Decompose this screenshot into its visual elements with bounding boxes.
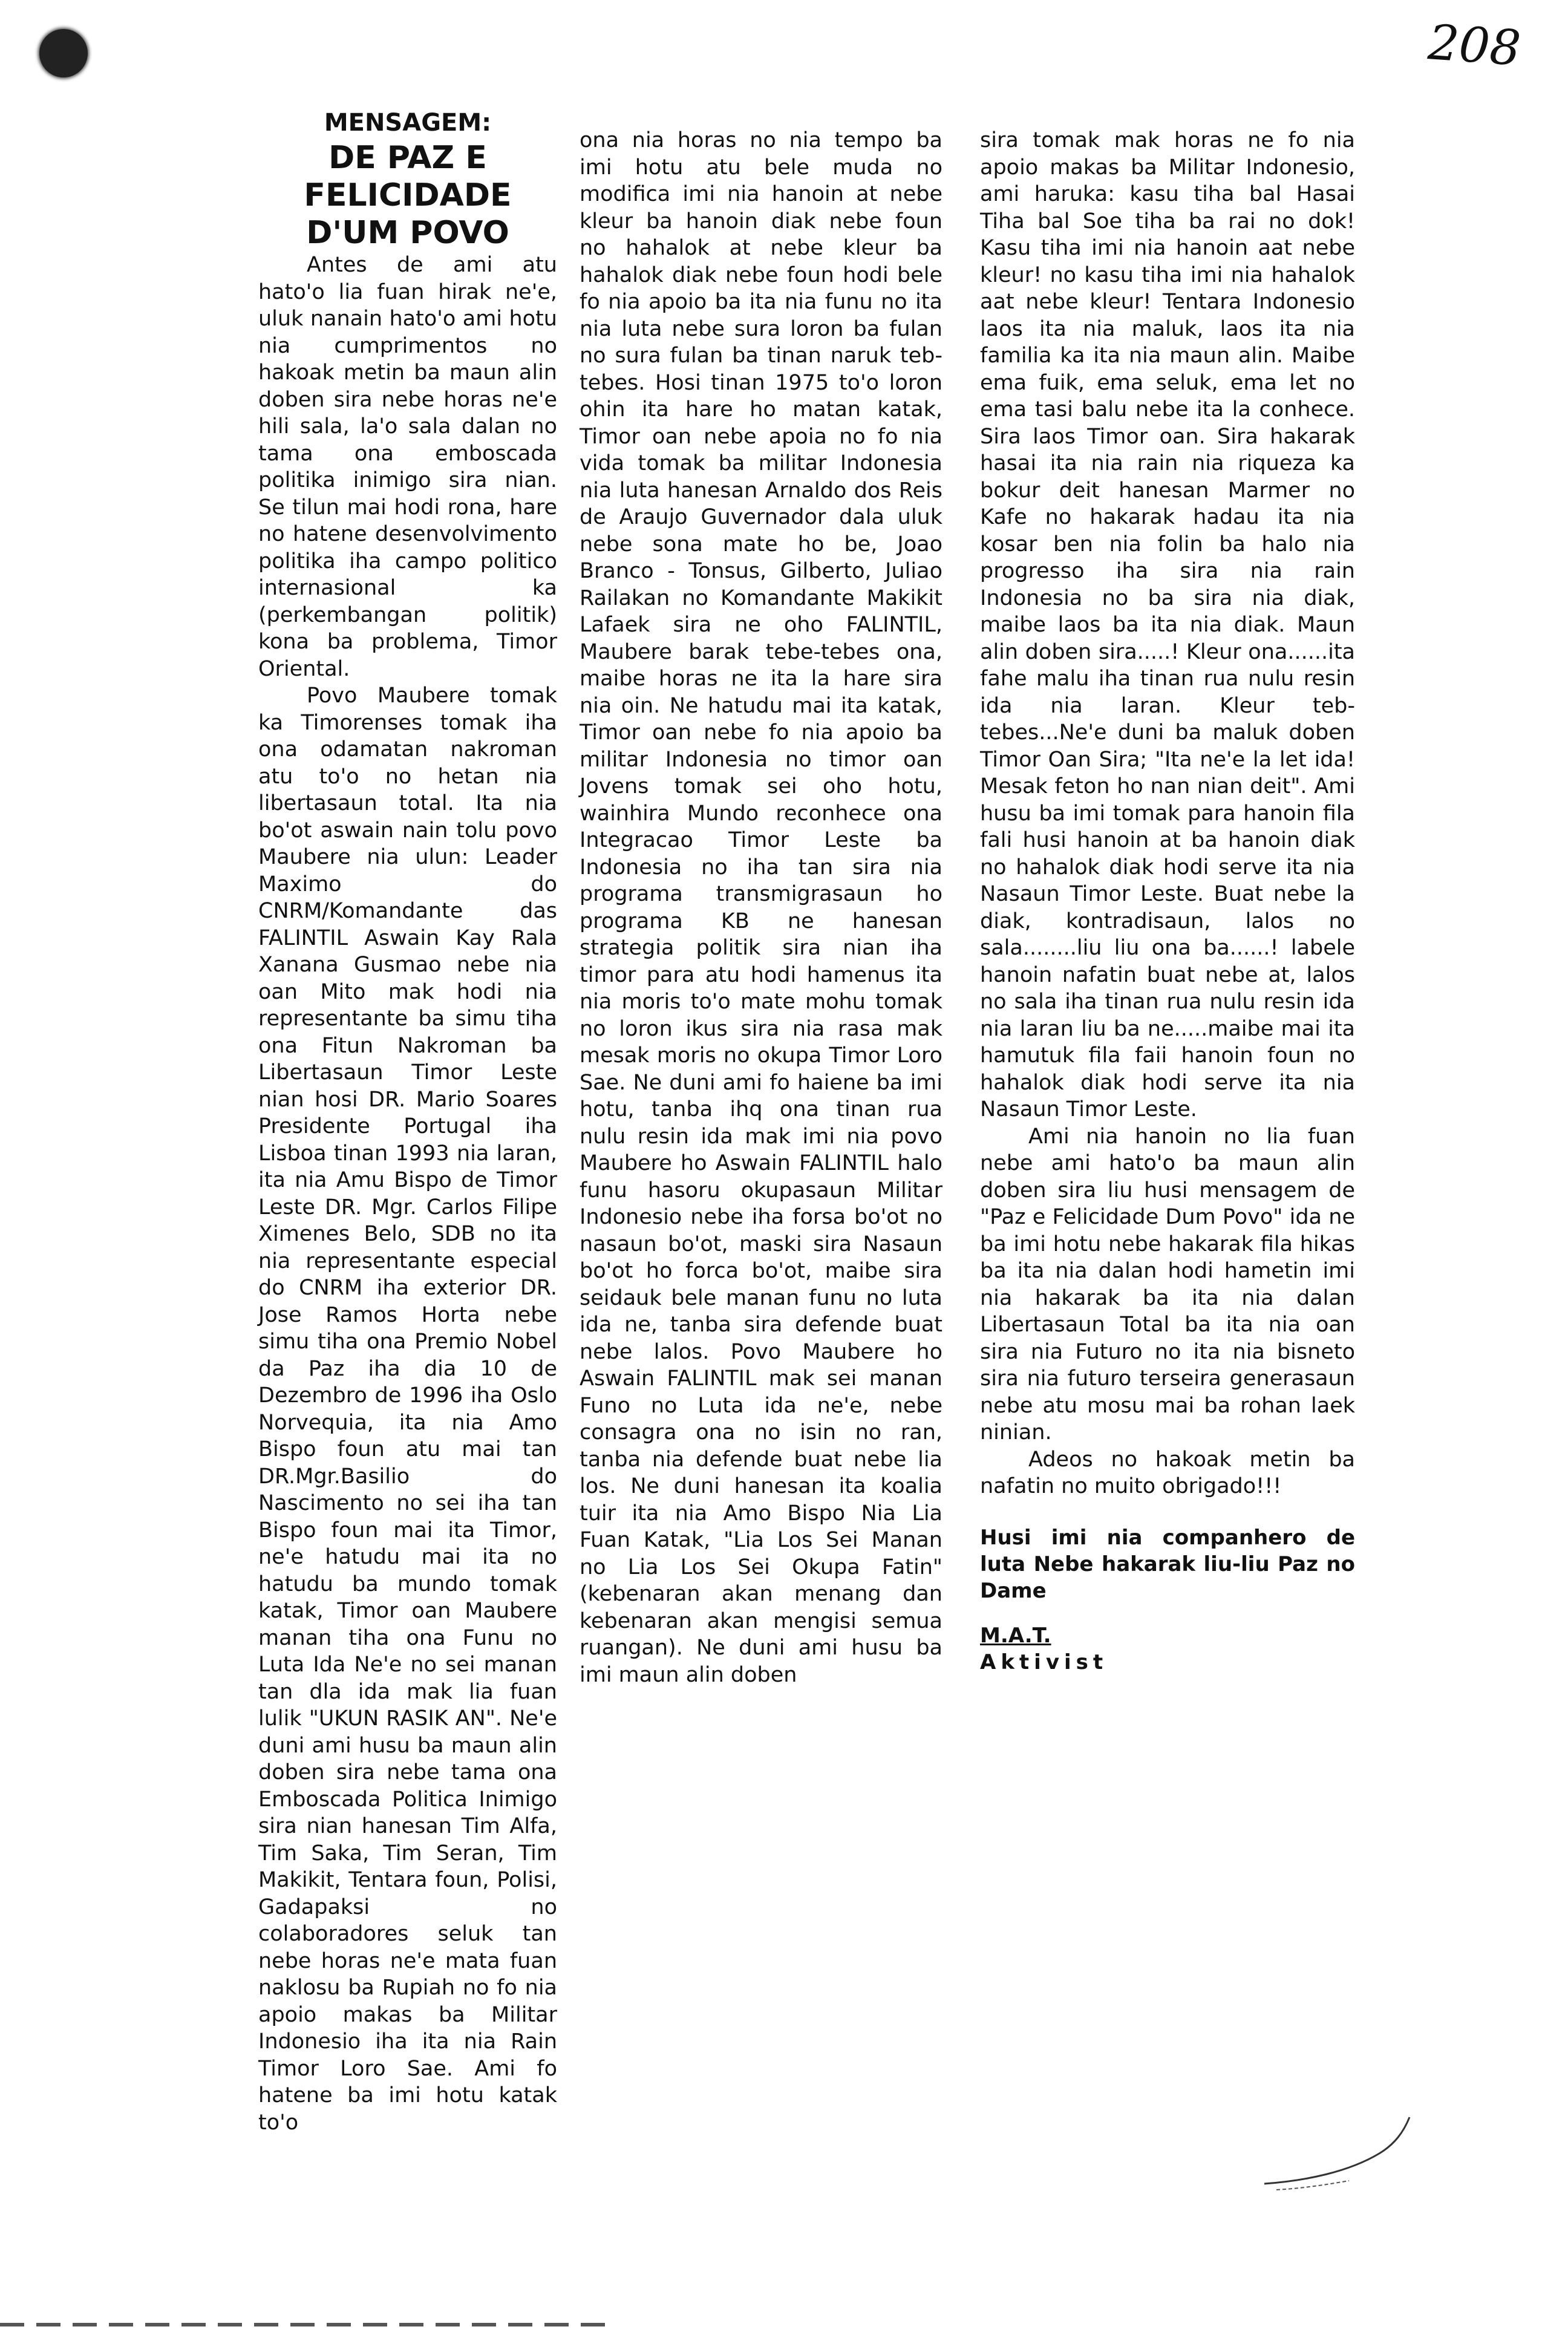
punch-hole-mark <box>39 29 88 77</box>
article-label: MENSAGEM: <box>324 109 492 137</box>
signature-name: M.A.T. <box>980 1623 1051 1648</box>
paragraph: sira tomak mak horas ne fo nia apoio makas ba Militar Indonesio, ami haruka: kasu tiha bal Hasai Tiha bal Soe tiha ba rai no dok! Kasu tiha imi nia hanoin aat nebe kleur! no kasu tiha imi nia hahalok aat nebe kleur! Tentara Indonesio laos ita nia maluk, laos ita nia familia ka ita nia maun alin. Maibe ema fuik, ema seluk, ema let no ema tasi balu nebe ita la conhece. Sira laos Timor oan. Sira hakarak hasai ita nia rain nia riqueza ka bokur deit hanesan Marmer no Kafe no hakarak hadau ita nia kosar ben nia folin ba halo nia progresso iha sira nia rain Indonesia no ba sira nia diak, maibe laos ba ita nia diak. Maun alin doben sira.....! Kleur ona......ita fahe malu iha tinan rua nulu resin ida nia laran. Kleur teb-tebes...Ne'e duni ba maluk doben Timor Oan Sira; "Ita ne'e la let ida! Mesak feton ho nan nian deit". Ami husu ba imi tomak para hanoin fila fali husi hanoin at ba hanoin diak no hahalok diak hodi serve ita nia Nasaun Timor Leste. Buat nebe la diak, kontradisaun, lalos no sala........liu liu ona ba......! labele hanoin nafatin buat nebe at, lalos no sala iha tinan rua nulu resin ida nia laran liu ba ne.....maibe mai ita hamutuk fila faii hanoin foun no hahalok diak hodi serve ita nia Nasaun Timor Leste. <box>980 128 1355 1122</box>
article-title: DE PAZ E FELICIDADE D'UM POVO <box>304 140 512 251</box>
paragraph: ona nia horas no nia tempo ba imi hotu atu bele muda no modifica imi nia hanoin at nebe kleur ba hanoin diak nebe foun no hahalok at nebe kleur ba hahalok diak nebe foun hodi bele fo nia apoio ba ita nia funu no ita nia luta nebe sura loron ba fulan no sura fulan ba tinan naruk teb-tebes. Hosi tinan 1975 to'o loron ohin ita hare ho matan katak, Timor oan nebe apoia no fo nia vida tomak ba militar Indonesia nia luta hanesan Arnaldo dos Reis de Araujo Guvernador dala uluk nebe sona mate ho be, Joao Branco - Tonsus, Gilberto, Juliao Railakan no Komandante Makikit Lafaek sira ne oho FALINTIL, Maubere barak tebe-tebes ona, maibe horas ne ita la hare sira nia oin. Ne hatudu mai ita katak, Timor oan nebe fo nia apoio ba militar Indonesia no timor oan Jovens tomak sei oho hotu, wainhira Mundo reconhece ona Integracao Timor Leste ba Indonesia no iha tan sira nia programa transmigrasaun ho programa KB ne hanesan strategia politik sira nian iha timor para atu hodi hamenus ita nia moris to'o mate mohu tomak no loron ikus sira nia rasa mak mesak moris no okupa Timor Loro Sae. Ne duni ami fo haiene ba imi hotu, tanba ihq ona tinan rua nulu resin ida mak imi nia povo Maubere ho Aswain FALINTIL halo funu hasoru okupasaun Militar Indonesio nebe iha forsa bo'ot no nasaun bo'ot, maski sira Nasaun bo'ot ho forca bo'ot, maibe sira seidauk bele manan funu no luta ida ne, tanba sira defende buat nebe lalos. Povo Maubere ho Aswain FALINTIL mak sei manan Funo no Luta ida ne'e, nebe consagra ona no isin no ran, tanba nia defende buat nebe lia los. Ne duni hanesan ita koalia tuir ita nia Amo Bispo Nia Lia Fuan Katak, "Lia Los Sei Manan no Lia Los Sei Okupa Fatin" (kebenaran akan menang dan kebenaran akan mengisi semua ruangan). Ne duni ami husu ba imi maun alin doben <box>580 128 942 1687</box>
pen-scribble <box>1258 2093 1416 2202</box>
article-column-2 <box>580 127 942 1857</box>
paragraph: Adeos no hakoak metin ba nafatin no muito obrigado!!! <box>980 1447 1355 1498</box>
signature-line: Husi imi nia companhero de luta Nebe hakarak liu-liu Paz no Dame <box>980 1525 1355 1603</box>
bottom-edge-scan-line <box>0 2323 605 2326</box>
page-number: 208 <box>1426 14 1523 77</box>
paragraph: Ami nia hanoin no lia fuan nebe ami hato'o ba maun alin doben sira liu husi mensagem de "Paz e Felicidade Dum Povo" ida ne ba imi hotu nebe hakarak fila hikas ba ita nia dalan hodi hametin imi nia hakarak ba ita nia dalan Libertasaun Total ba ita nia oan sira nia Futuro no ita nia bisneto sira nia futuro terseira generasaun nebe atu mosu mai ba rohan laek ninian. <box>980 1124 1355 1445</box>
signature-role: Aktivist <box>980 1650 1108 1674</box>
paragraph: Antes de ami atu hato'o lia fuan hirak ne'e, uluk nanain hato'o ami hotu nia cumprimentos no hakoak metin ba maun alin doben sira nebe horas ne'e hili sala, la'o sala dalan no tama ona emboscada politika inimigo sira nian. Se tilun mai hodi rona, hare no hatene desenvolvimento politika iha campo politico internasional ka (perkembangan politik) kona ba problema, Timor Oriental. <box>258 253 557 681</box>
paragraph: Povo Maubere tomak ka Timorenses tomak iha ona odamatan nakroman atu to'o no hetan nia libertasaun total. Ita nia bo'ot aswain nain tolu povo Maubere nia ulun: Leader Maximo do CNRM/Komandante das FALINTIL Aswain Kay Rala Xanana Gusmao nebe nia oan Mito mak hodi nia representante ba simu tiha ona Fitun Nakroman ba Libertasaun Timor Leste nian hosi DR. Mario Soares Presidente Portugal iha Lisboa tinan 1993 nia laran, ita nia Amu Bispo de Timor Leste DR. Mgr. Carlos Filipe Ximenes Belo, SDB no ita nia representante especial do CNRM iha exterior DR. Jose Ramos Horta nebe simu tiha ona Premio Nobel da Paz iha dia 10 de Dezembro de 1996 iha Oslo Norvequia, ita nia Amo Bispo foun atu mai tan DR.Mgr.Basilio do Nascimento no sei iha tan Bispo foun mai ita Timor, ne'e hatudu mai ita no hatudu ba mundo tomak katak, Timor oan Maubere manan tiha ona Funu no Luta Ida Ne'e no sei manan tan dla ida mak lia fuan lulik "UKUN RASIK AN". Ne'e duni ami husu ba maun alin doben sira nebe tama ona Emboscada Politica Inimigo sira nian hanesan Tim Alfa, Tim Saka, Tim Seran, Tim Makikit, Tentara foun, Polisi, Gadapaksi no colaboradores seluk tan nebe horas ne'e mata fuan naklosu ba Rupiah no fo nia apoio makas ba Militar Indonesio iha ita nia Rain Timor Loro Sae. Ami fo hatene ba imi hotu katak to'o <box>258 684 557 2135</box>
article-column-1 <box>258 109 557 2135</box>
article-column-3 <box>980 127 1355 1857</box>
